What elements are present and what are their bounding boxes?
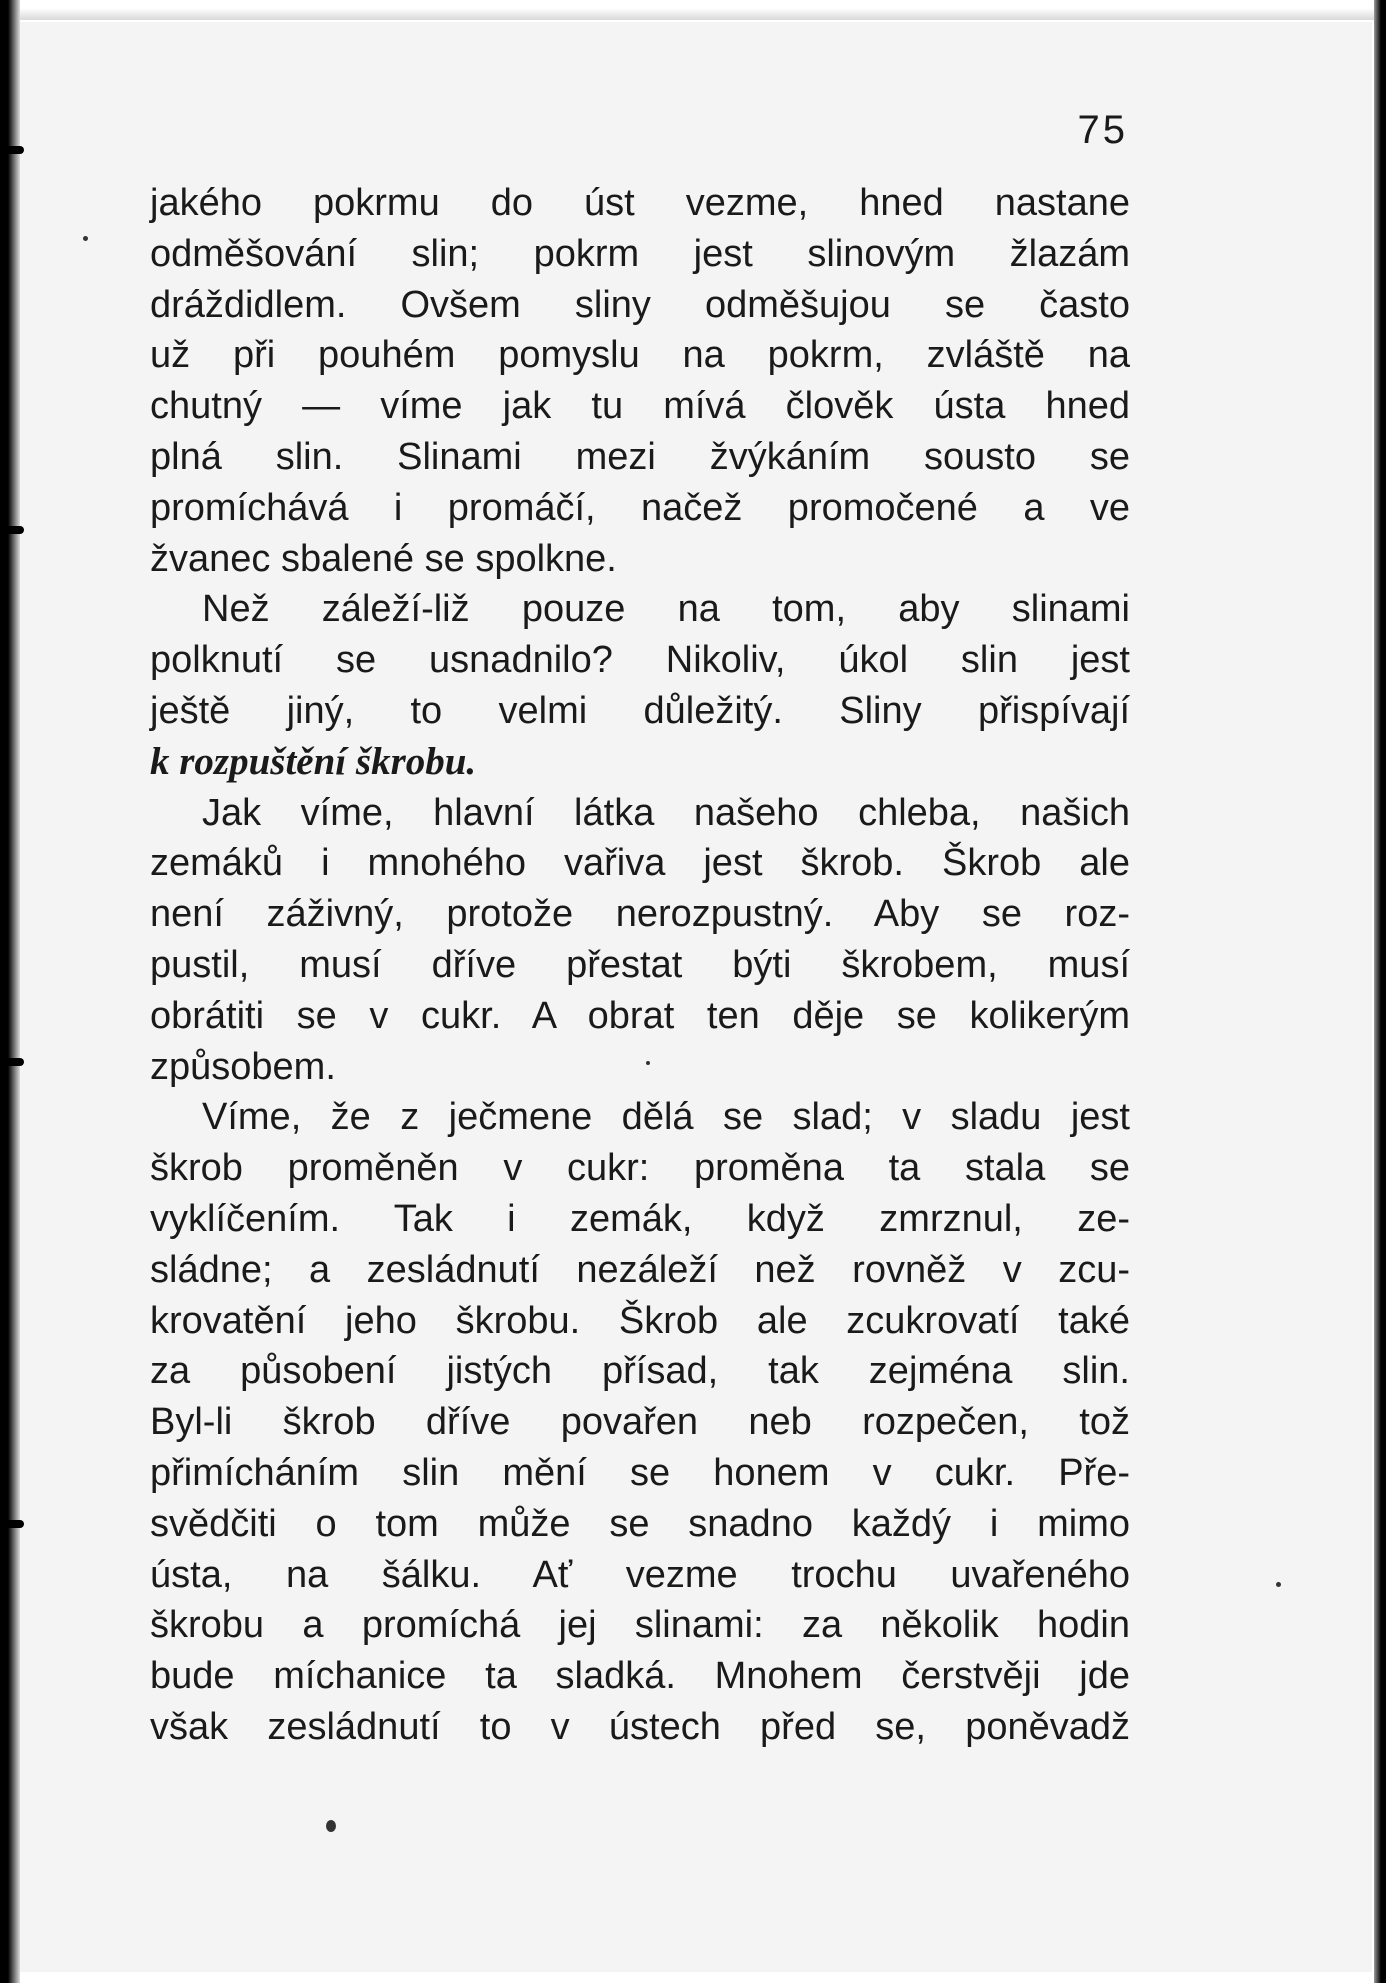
page-number: 75 xyxy=(1077,108,1128,152)
text-line: svědčiti o tom může se snadno každý i mimo xyxy=(150,1502,1130,1545)
text-line: přimícháním slin mění se honem v cukr. Pře- xyxy=(150,1451,1130,1494)
body-text xyxy=(150,178,1130,1753)
text-line: sládne; a zesládnutí nezáleží než rovněž v zcu- xyxy=(150,1248,1130,1291)
text-line: však zesládnutí to v ústech před se, poněvadž xyxy=(150,1705,1130,1748)
text-line: jakého pokrmu do úst vezme, hned nastane xyxy=(150,182,1130,224)
text-line: vyklíčením. Tak i zemák, když zmrznul, ze- xyxy=(150,1197,1130,1240)
text-line: pustil, musí dříve přestat býti škrobem, musí xyxy=(150,943,1130,986)
text-line: škrobu a promíchá jej slinami: za několik hodin xyxy=(150,1604,1130,1647)
text-line: polknutí se usnadnilo? Nikoliv, úkol slin jest xyxy=(150,639,1130,682)
text-line: Jak víme, hlavní látka našeho chleba, našich xyxy=(202,791,1130,834)
scan-speck xyxy=(1276,1582,1281,1587)
text-line: odměšování slin; pokrm jest slinovým žlazám xyxy=(150,232,1130,275)
text-line: ještě jiný, to velmi důležitý. Sliny přispívají xyxy=(150,689,1130,732)
text-line: Než záleží-liž pouze na tom, aby slinami xyxy=(202,588,1130,631)
scan-speck xyxy=(326,1820,336,1832)
binding-mark xyxy=(4,526,24,534)
binding-edge xyxy=(0,0,20,1983)
text-line: obrátiti se v cukr. A obrat ten děje se kolikerým xyxy=(150,994,1130,1037)
scan-speck xyxy=(83,236,88,241)
text-line: ústa, na šálku. Ať vezme trochu uvařeného xyxy=(150,1553,1130,1596)
page-right-edge xyxy=(1374,0,1386,1983)
text-line: Byl-li škrob dříve povařen neb rozpečen, tož xyxy=(150,1401,1130,1444)
text-line: Víme, že z ječmene dělá se slad; v sladu jest xyxy=(202,1096,1130,1139)
binding-mark xyxy=(4,1520,24,1528)
text-line: za působení jistých přísad, tak zejména slin. xyxy=(150,1350,1130,1393)
text-line: promíchává i promáčí, načež promočené a ve xyxy=(150,486,1130,529)
text-line: zemáků i mnohého vařiva jest škrob. Škrob ale xyxy=(150,842,1130,885)
text-line: chutný — víme jak tu mívá člověk ústa hned xyxy=(150,385,1130,428)
text-line: dráždidlem. Ovšem sliny odměšujou se často xyxy=(150,283,1130,326)
text-line: už při pouhém pomyslu na pokrm, zvláště na xyxy=(150,334,1130,377)
text-line: bude míchanice ta sladká. Mnohem čerstvěji jde xyxy=(150,1655,1130,1698)
text-line: způsobem. xyxy=(150,1045,336,1088)
binding-mark xyxy=(4,146,24,154)
text-line: škrob proměněn v cukr: proměna ta stala se xyxy=(150,1147,1130,1190)
emphasized-text-line: k rozpuštění škrobu. xyxy=(150,739,477,783)
binding-mark xyxy=(4,1058,24,1066)
text-line: plná slin. Slinami mezi žvýkáním sousto se xyxy=(150,435,1130,478)
text-line: krovatění jeho škrobu. Škrob ale zcukrovatí také xyxy=(150,1299,1130,1342)
page-top-edge xyxy=(0,0,1386,20)
text-line: není záživný, protože nerozpustný. Aby se roz- xyxy=(150,893,1130,936)
text-line: žvanec sbalené se spolkne. xyxy=(150,537,617,580)
